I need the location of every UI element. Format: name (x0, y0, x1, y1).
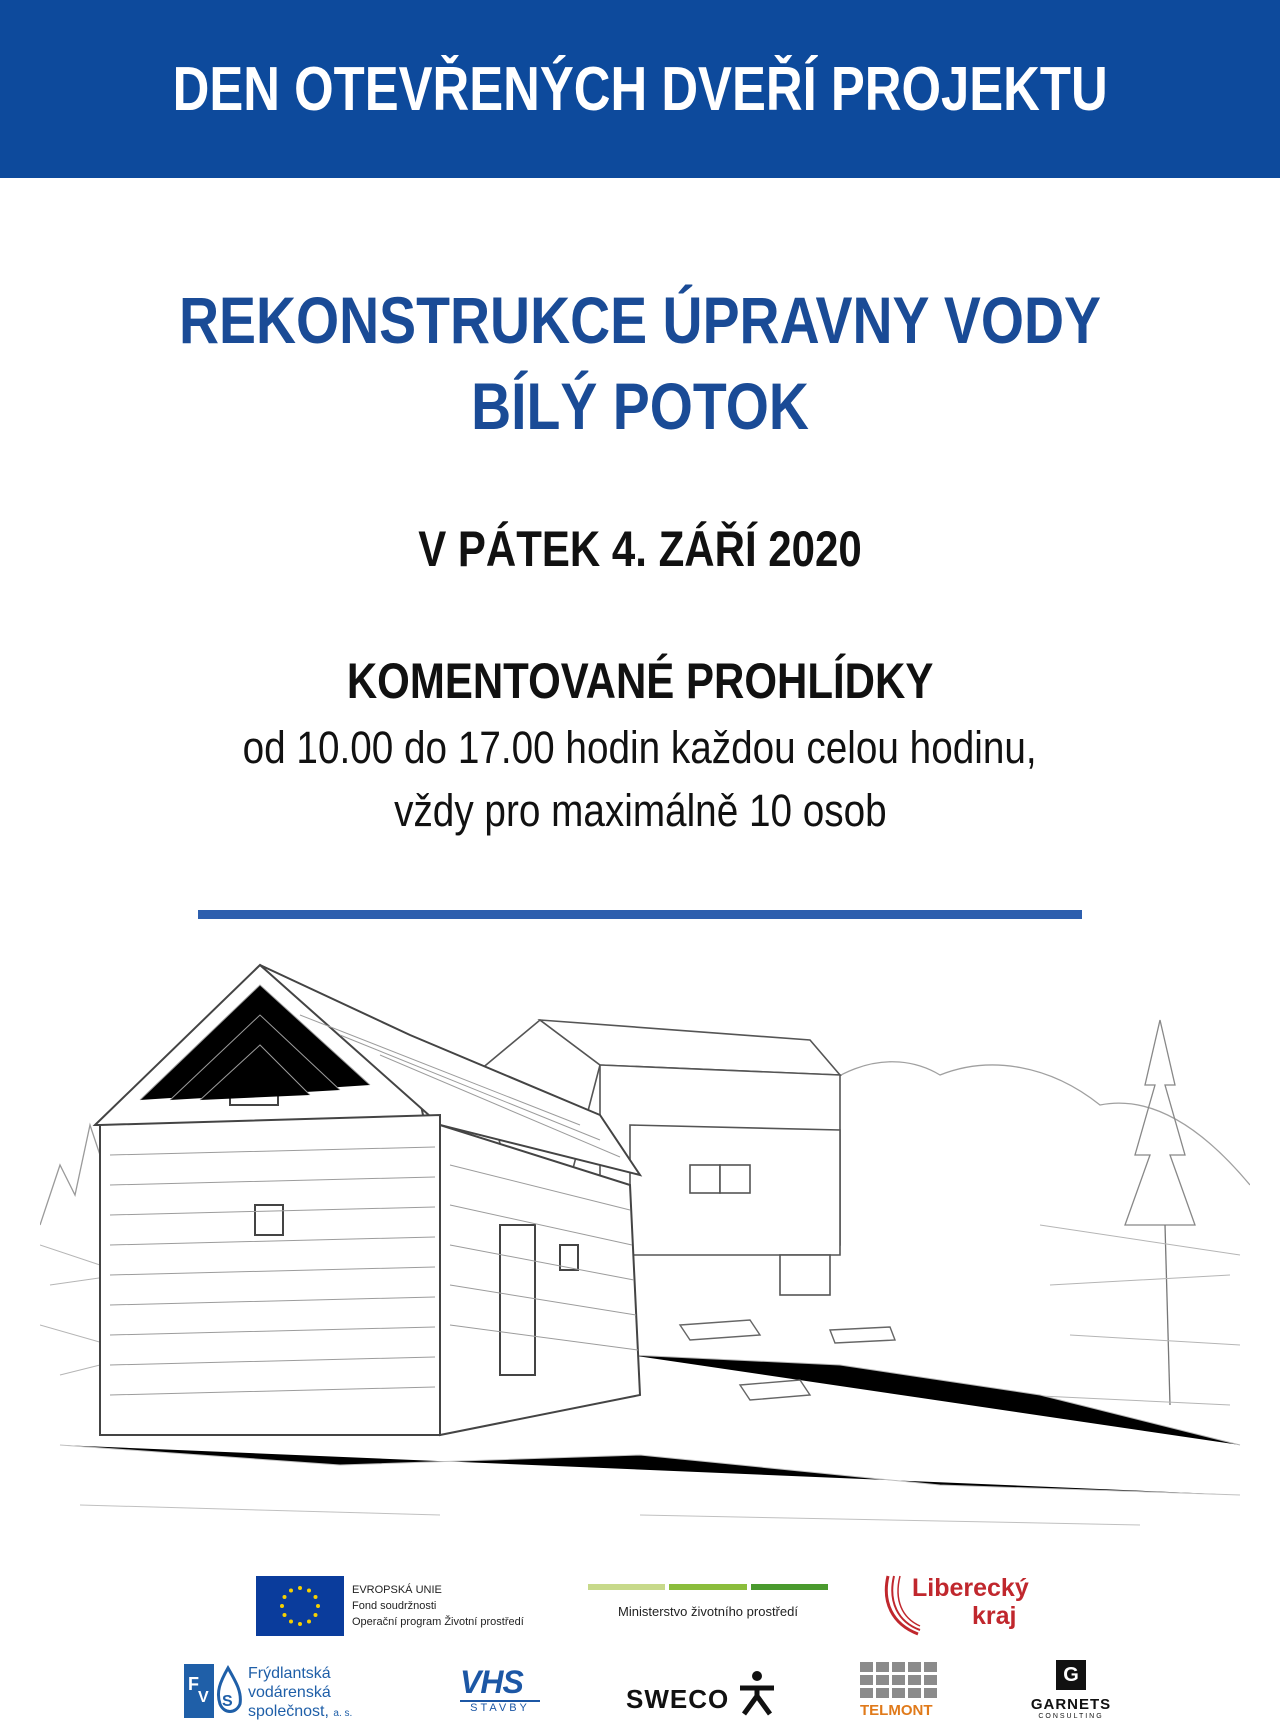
sweco-name: SWECO (626, 1684, 730, 1714)
garnets-logo (1016, 1660, 1126, 1730)
project-title (0, 277, 1280, 449)
header-band (0, 0, 1280, 178)
event-date-text: V PÁTEK 4. ZÁŘÍ 2020 (418, 521, 862, 577)
vhs-logo (460, 1666, 540, 1714)
eu-line2: Fond soudržnosti (352, 1600, 437, 1612)
eu-line1: EVROPSKÁ UNIE (352, 1584, 442, 1596)
fvs-suffix: a. s. (333, 1708, 353, 1719)
fvs-logo (184, 1660, 384, 1724)
liberecky-kraj-kraj: kraj (972, 1602, 1017, 1630)
mzp-stripes (588, 1584, 828, 1590)
garnets-sub: CONSULTING (1038, 1713, 1104, 1720)
telmont-grid-icon (860, 1662, 950, 1698)
eu-logo-text (352, 1582, 524, 1630)
tour-line-1 (0, 722, 1280, 774)
project-title-line1: REKONSTRUKCE ÚPRAVNY VODY (178, 283, 1102, 357)
tour-heading (0, 652, 1280, 710)
liberecky-kraj-logo (882, 1572, 1032, 1638)
tour-capacity-text: vždy pro maximálně 10 osob (393, 785, 887, 836)
vhs-sub: STAVBY (460, 1700, 540, 1714)
header-title: DEN OTEVŘENÝCH DVEŘÍ PROJEKTU (172, 54, 1108, 124)
sweco-figure-icon (736, 1670, 778, 1716)
sweco-logo (626, 1670, 776, 1720)
fvs-line1: Frýdlantská (248, 1665, 331, 1682)
fvs-name: Frýdlantská vodárenská společnost, a. s. (248, 1665, 353, 1720)
garnets-name: GARNETS (1030, 1696, 1112, 1713)
fvs-line2: vodárenská (248, 1684, 331, 1701)
svg-text:V: V (198, 1689, 209, 1706)
mzp-label: Ministerstvo životního prostředí (618, 1604, 798, 1619)
section-divider (198, 910, 1082, 919)
eu-line3: Operační program Životní prostředí (352, 1616, 524, 1628)
fvs-drop-icon (184, 1662, 242, 1720)
eu-flag-icon (256, 1576, 344, 1636)
telmont-name: TELMONT (860, 1702, 933, 1719)
tour-line-2 (0, 785, 1280, 837)
tour-hours-text: od 10.00 do 17.00 hodin každou celou hodinu, (242, 722, 1038, 773)
telmont-logo (860, 1662, 950, 1730)
svg-text:S: S (222, 1693, 233, 1710)
building-sketch-illustration (40, 925, 1250, 1540)
garnets-mark-icon: G (1056, 1660, 1086, 1690)
fvs-line3: společnost (248, 1703, 325, 1720)
liberecky-kraj-name: Liberecký (912, 1574, 1029, 1602)
tour-heading-text: KOMENTOVANÉ PROHLÍDKY (346, 653, 934, 709)
project-title-line2: BÍLÝ POTOK (471, 369, 809, 443)
svg-text:F: F (188, 1674, 199, 1694)
event-date (0, 520, 1280, 578)
partner-logos (0, 1560, 1280, 1730)
mzp-logo (588, 1584, 828, 1619)
vhs-main: VHS (460, 1664, 523, 1700)
